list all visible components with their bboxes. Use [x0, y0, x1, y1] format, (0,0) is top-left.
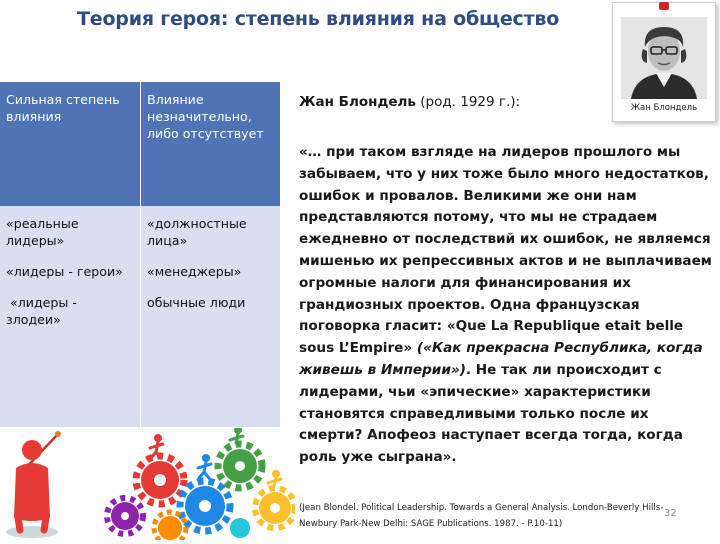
weak-influence-cell [140, 206, 280, 427]
author-name: Жан Блондель [299, 94, 416, 110]
gears-icon [107, 444, 295, 540]
list-item: обычные люди [147, 295, 246, 310]
pin-clip-icon [659, 2, 669, 10]
citation: (Jean Blondel. Political Leadership. Towards a General Analysis. London-Beverly Hills-Newbury Park-New Delhi: SAGE Publications. 1987. - P.10-11) [299, 503, 664, 529]
page-number: 32 [664, 508, 677, 519]
list-item: «лидеры - герои» [6, 264, 123, 279]
photo-caption: Жан Блондель [630, 103, 698, 113]
quote-translation: («Как прекрасна Республика, когда живешь в Империи») [299, 340, 703, 378]
header-strong-influence: Сильная степень влияния [0, 82, 140, 206]
author-photo-card [612, 2, 716, 122]
author-line [299, 94, 520, 110]
quote-part-2: . Не так ли происходит с лидерами, чьи «эпические» характеристики становятся справедливыми только после их смерти? Апофеоз наступает всегда тогда, когда роль уже сыграна». [299, 361, 683, 466]
header-weak-influence: Влияние незначительно, либо отсутствует [140, 82, 280, 206]
list-item: «менеджеры» [147, 264, 242, 279]
influence-table [0, 82, 280, 427]
leader-and-gears-icon [0, 428, 295, 540]
author-portrait [621, 17, 707, 99]
quote-text [299, 142, 714, 469]
list-item: «реальные лидеры» [6, 216, 79, 248]
strong-influence-cell [0, 206, 140, 427]
leader-figure-icon [6, 431, 61, 538]
list-item: «лидеры - злодеи» [6, 295, 81, 327]
portrait-icon [621, 17, 707, 99]
quote-part-1: «… при таком взгляде на лидеров прошлого мы забываем, что у них тоже было много недостатков, ошибок и провалов. Великими же они нам представляются потому, что мы не страдаем ежедневно от последствий их ошибок, не являемся мишенью их репрессивных актов и не выплачиваем огромные налоги для финансирования их грандиозных проектов. Одна французская поговорка гласит: «Que La Republique etait belle sous L’Empire» [299, 144, 712, 357]
list-item: «должностные лица» [147, 216, 247, 248]
author-dates: (род. 1929 г.): [415, 94, 521, 110]
slide-title: Теория героя: степень влияния на общество [77, 8, 560, 30]
decorative-illustrations [0, 428, 295, 540]
